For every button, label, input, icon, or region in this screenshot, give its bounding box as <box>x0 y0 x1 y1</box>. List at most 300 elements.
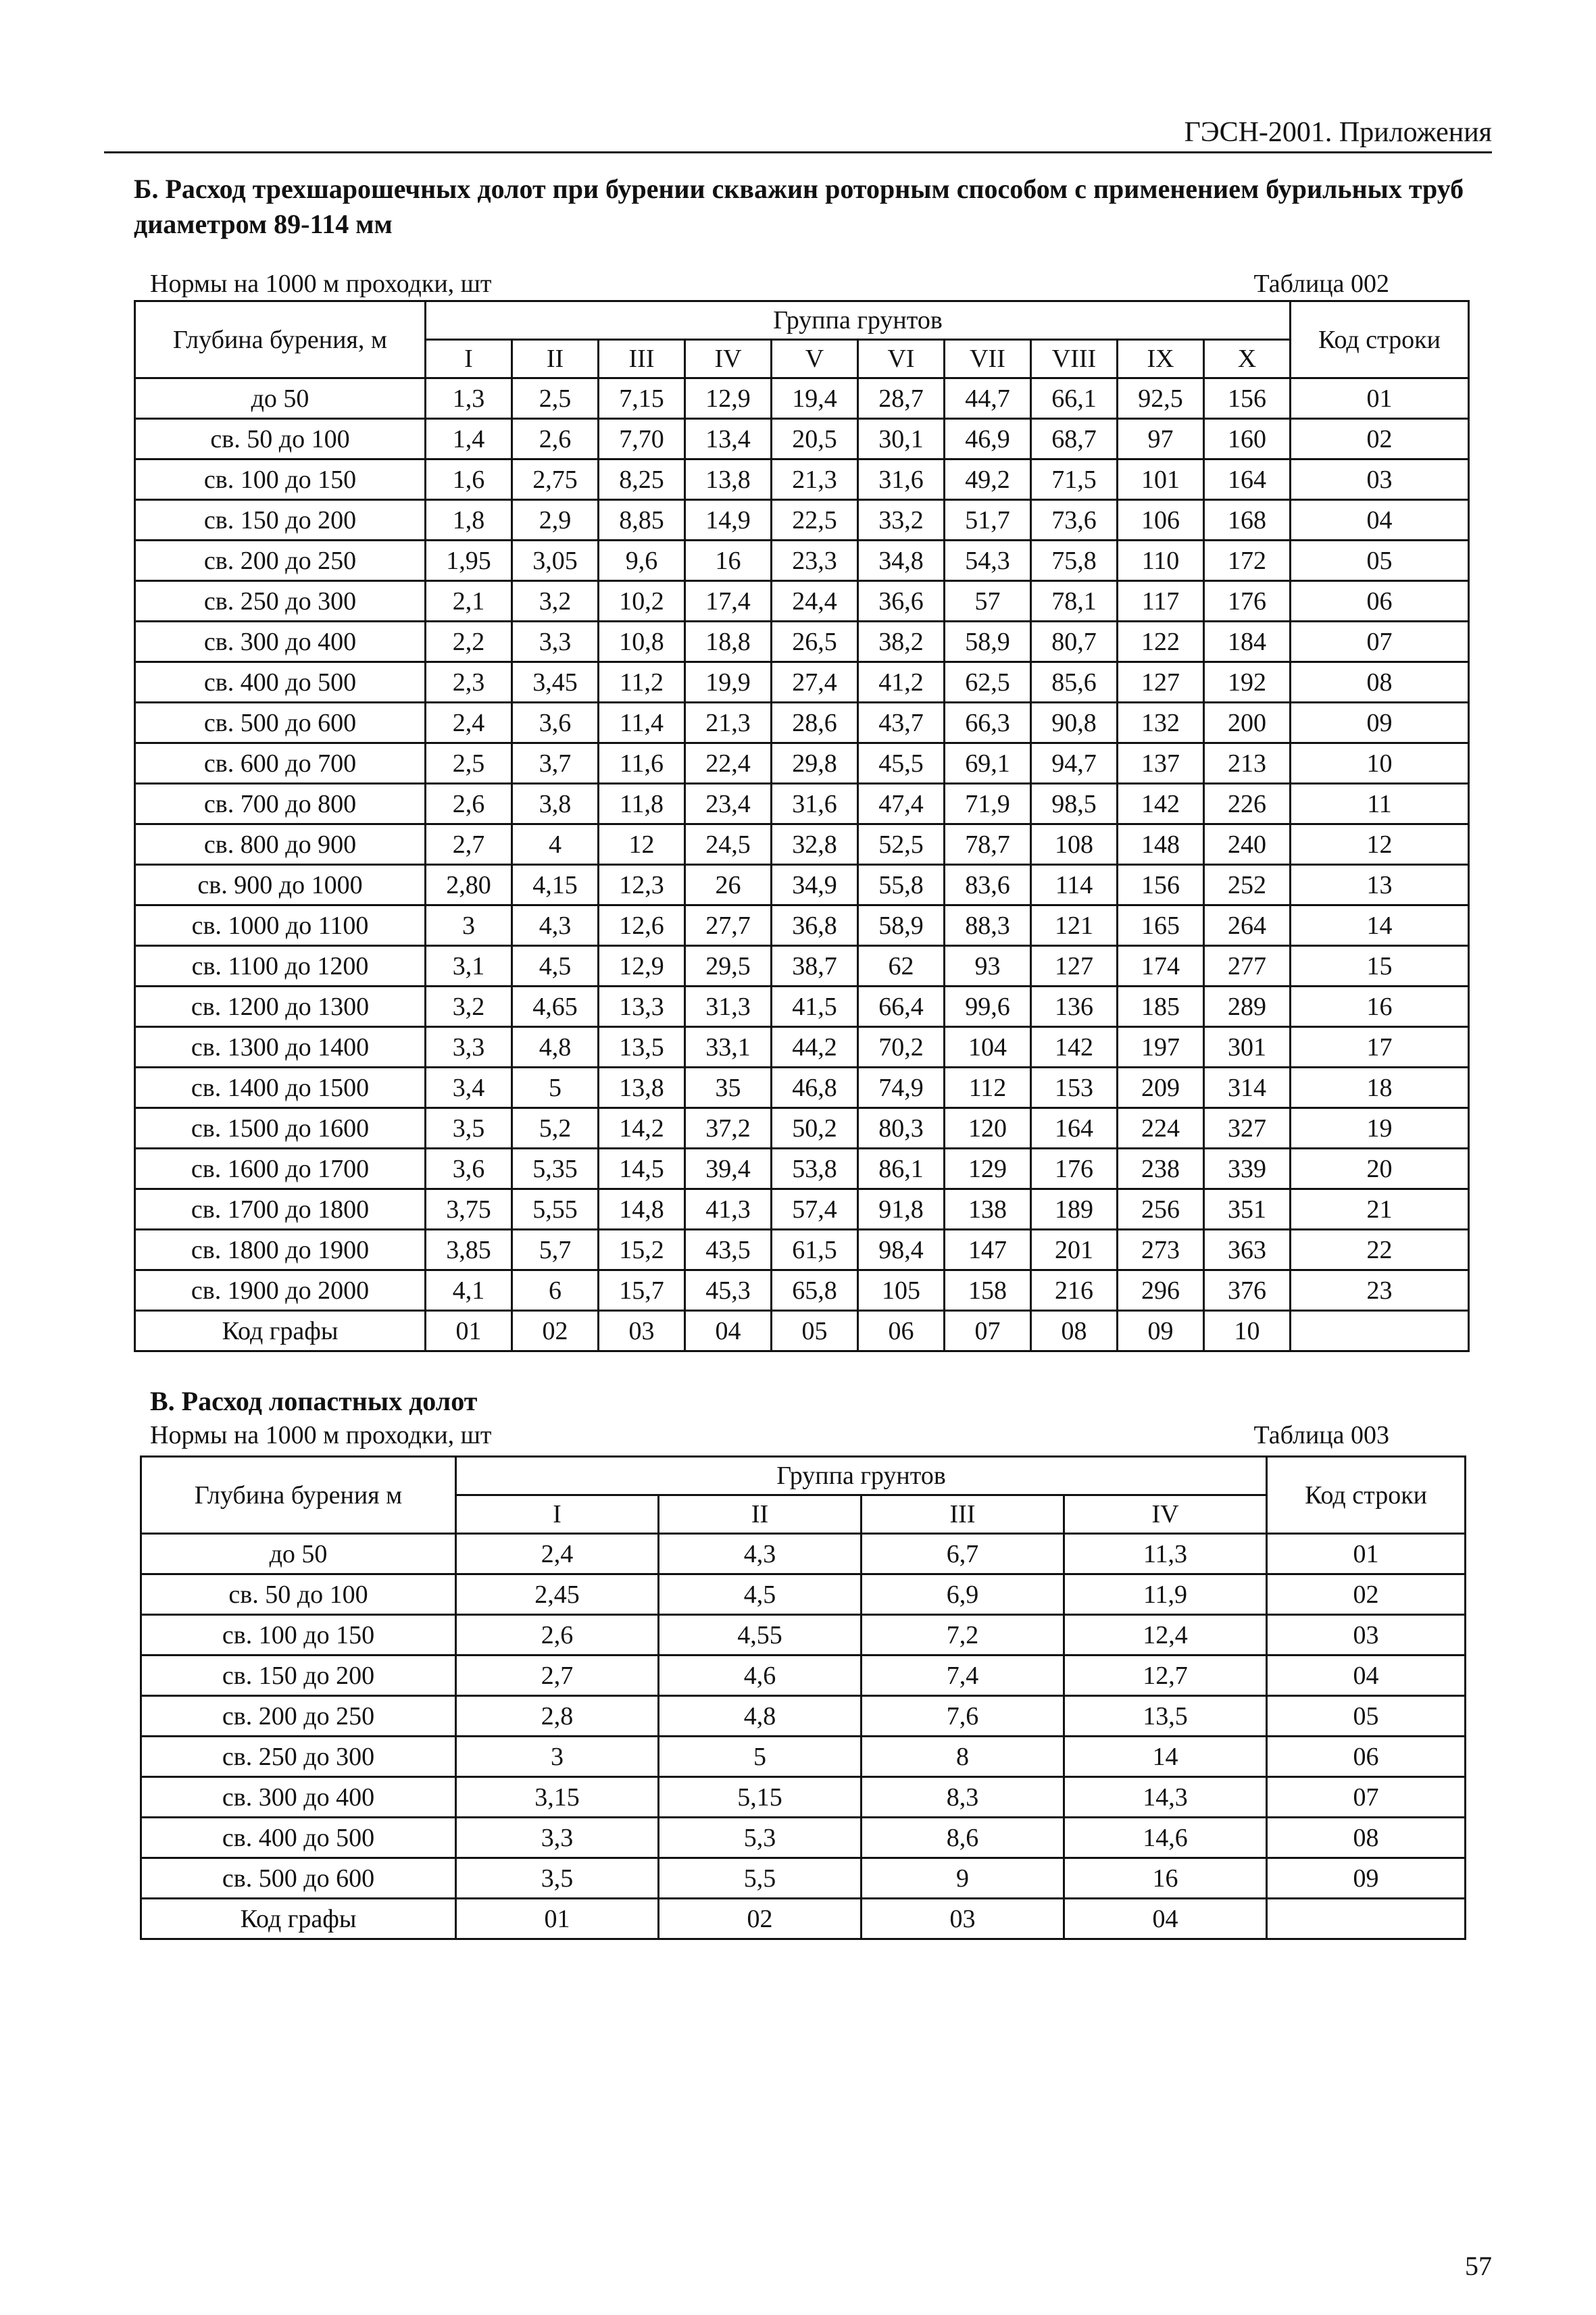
value-cell: 156 <box>1118 865 1204 905</box>
value-cell: 184 <box>1204 622 1291 662</box>
value-cell: 13,4 <box>685 419 772 459</box>
table-row <box>135 1027 1469 1068</box>
value-cell: 9 <box>862 1858 1064 1899</box>
value-cell: 27,7 <box>685 905 772 946</box>
table-002-norms: Нормы на 1000 м проходки, шт <box>150 270 492 298</box>
footer-row <box>141 1899 1466 1939</box>
depth-cell: св. 1300 до 1400 <box>135 1027 426 1068</box>
value-cell: 14,2 <box>599 1108 685 1149</box>
value-cell: 97 <box>1118 419 1204 459</box>
depth-cell: св. 250 до 300 <box>141 1737 456 1777</box>
row-code-cell: 08 <box>1267 1818 1466 1858</box>
value-cell: 8,6 <box>862 1818 1064 1858</box>
value-cell: 101 <box>1118 459 1204 500</box>
depth-cell: св. 1200 до 1300 <box>135 987 426 1027</box>
column-code-cell: 03 <box>862 1899 1064 1939</box>
value-cell: 238 <box>1118 1149 1204 1189</box>
value-cell: 185 <box>1118 987 1204 1027</box>
value-cell: 8,85 <box>599 500 685 541</box>
table-003-norms: Нормы на 1000 м проходки, шт <box>150 1421 492 1449</box>
value-cell: 156 <box>1204 378 1291 419</box>
value-cell: 12,9 <box>685 378 772 419</box>
depth-cell: св. 1000 до 1100 <box>135 905 426 946</box>
row-code-cell: 23 <box>1291 1270 1469 1311</box>
table-row <box>135 865 1469 905</box>
value-cell: 35 <box>685 1068 772 1108</box>
column-code-cell: 08 <box>1031 1311 1118 1351</box>
value-cell: 1,8 <box>426 500 512 541</box>
value-cell: 71,5 <box>1031 459 1118 500</box>
value-cell: 24,5 <box>685 824 772 865</box>
value-cell: 3,7 <box>512 743 599 784</box>
empty-cell <box>1291 1311 1469 1351</box>
row-code-cell: 22 <box>1291 1230 1469 1270</box>
value-cell: 5,15 <box>659 1777 862 1818</box>
row-code-cell: 17 <box>1291 1027 1469 1068</box>
value-cell: 2,9 <box>512 500 599 541</box>
value-cell: 3,6 <box>512 703 599 743</box>
value-cell: 4 <box>512 824 599 865</box>
value-cell: 38,7 <box>772 946 858 987</box>
table-row <box>135 1068 1469 1108</box>
value-cell: 43,7 <box>858 703 945 743</box>
value-cell: 61,5 <box>772 1230 858 1270</box>
value-cell: 224 <box>1118 1108 1204 1149</box>
depth-cell: св. 1900 до 2000 <box>135 1270 426 1311</box>
value-cell: 174 <box>1118 946 1204 987</box>
value-cell: 66,4 <box>858 987 945 1027</box>
depth-cell: до 50 <box>141 1534 456 1574</box>
value-cell: 5,35 <box>512 1149 599 1189</box>
value-cell: 2,2 <box>426 622 512 662</box>
column-code-cell: 01 <box>426 1311 512 1351</box>
depth-cell: св. 50 до 100 <box>135 419 426 459</box>
value-cell: 7,15 <box>599 378 685 419</box>
column-code-cell: 06 <box>858 1311 945 1351</box>
table-row <box>135 784 1469 824</box>
row-code-cell: 20 <box>1291 1149 1469 1189</box>
value-cell: 2,3 <box>426 662 512 703</box>
value-cell: 2,75 <box>512 459 599 500</box>
value-cell: 4,8 <box>659 1696 862 1737</box>
table-row <box>141 1858 1466 1899</box>
footer-label: Код графы <box>141 1899 456 1939</box>
value-cell: 2,45 <box>456 1574 659 1615</box>
value-cell: 57 <box>945 581 1031 622</box>
value-cell: 327 <box>1204 1108 1291 1149</box>
row-code-cell: 02 <box>1291 419 1469 459</box>
value-cell: 98,4 <box>858 1230 945 1270</box>
value-cell: 75,8 <box>1031 541 1118 581</box>
value-cell: 49,2 <box>945 459 1031 500</box>
table-row <box>141 1696 1466 1737</box>
value-cell: 26,5 <box>772 622 858 662</box>
value-cell: 12,3 <box>599 865 685 905</box>
table-row <box>135 987 1469 1027</box>
value-cell: 21,3 <box>685 703 772 743</box>
group-column-header: I <box>426 340 512 378</box>
value-cell: 142 <box>1031 1027 1118 1068</box>
depth-header: Глубина бурения м <box>141 1457 456 1534</box>
value-cell: 117 <box>1118 581 1204 622</box>
value-cell: 86,1 <box>858 1149 945 1189</box>
table-003 <box>140 1455 1466 1940</box>
table-row <box>135 1108 1469 1149</box>
value-cell: 4,5 <box>659 1574 862 1615</box>
table-row <box>135 1149 1469 1189</box>
value-cell: 66,1 <box>1031 378 1118 419</box>
value-cell: 108 <box>1031 824 1118 865</box>
value-cell: 339 <box>1204 1149 1291 1189</box>
value-cell: 176 <box>1204 581 1291 622</box>
depth-cell: св. 500 до 600 <box>141 1858 456 1899</box>
value-cell: 148 <box>1118 824 1204 865</box>
value-cell: 7,70 <box>599 419 685 459</box>
table-row <box>135 622 1469 662</box>
value-cell: 5,55 <box>512 1189 599 1230</box>
value-cell: 3,3 <box>456 1818 659 1858</box>
depth-cell: св. 250 до 300 <box>135 581 426 622</box>
value-cell: 7,6 <box>862 1696 1064 1737</box>
column-code-cell: 04 <box>1064 1899 1267 1939</box>
value-cell: 6,9 <box>862 1574 1064 1615</box>
value-cell: 13,3 <box>599 987 685 1027</box>
depth-cell: св. 1700 до 1800 <box>135 1189 426 1230</box>
value-cell: 138 <box>945 1189 1031 1230</box>
depth-cell: св. 150 до 200 <box>135 500 426 541</box>
value-cell: 23,3 <box>772 541 858 581</box>
row-code-cell: 08 <box>1291 662 1469 703</box>
row-code-cell: 11 <box>1291 784 1469 824</box>
value-cell: 15,2 <box>599 1230 685 1270</box>
table-row <box>141 1534 1466 1574</box>
depth-cell: св. 700 до 800 <box>135 784 426 824</box>
depth-header: Глубина бурения, м <box>135 301 426 378</box>
value-cell: 9,6 <box>599 541 685 581</box>
table-row <box>135 743 1469 784</box>
value-cell: 6 <box>512 1270 599 1311</box>
value-cell: 147 <box>945 1230 1031 1270</box>
value-cell: 85,6 <box>1031 662 1118 703</box>
value-cell: 5,5 <box>659 1858 862 1899</box>
value-cell: 4,65 <box>512 987 599 1027</box>
value-cell: 41,2 <box>858 662 945 703</box>
value-cell: 91,8 <box>858 1189 945 1230</box>
table-row <box>141 1737 1466 1777</box>
row-code-cell: 21 <box>1291 1189 1469 1230</box>
depth-cell: св. 400 до 500 <box>141 1818 456 1858</box>
row-code-cell: 07 <box>1267 1777 1466 1818</box>
value-cell: 12 <box>599 824 685 865</box>
value-cell: 14,8 <box>599 1189 685 1230</box>
row-code-cell: 05 <box>1267 1696 1466 1737</box>
value-cell: 13,5 <box>599 1027 685 1068</box>
value-cell: 197 <box>1118 1027 1204 1068</box>
value-cell: 53,8 <box>772 1149 858 1189</box>
value-cell: 3,2 <box>512 581 599 622</box>
value-cell: 5,7 <box>512 1230 599 1270</box>
row-code-cell: 12 <box>1291 824 1469 865</box>
value-cell: 30,1 <box>858 419 945 459</box>
value-cell: 41,3 <box>685 1189 772 1230</box>
value-cell: 46,9 <box>945 419 1031 459</box>
value-cell: 58,9 <box>945 622 1031 662</box>
value-cell: 70,2 <box>858 1027 945 1068</box>
footer-label: Код графы <box>135 1311 426 1351</box>
value-cell: 153 <box>1031 1068 1118 1108</box>
value-cell: 31,6 <box>858 459 945 500</box>
value-cell: 92,5 <box>1118 378 1204 419</box>
page-number: 57 <box>1465 2251 1492 2281</box>
row-code-cell: 04 <box>1267 1656 1466 1696</box>
depth-cell: св. 1800 до 1900 <box>135 1230 426 1270</box>
value-cell: 24,4 <box>772 581 858 622</box>
depth-cell: св. 200 до 250 <box>135 541 426 581</box>
value-cell: 209 <box>1118 1068 1204 1108</box>
value-cell: 189 <box>1031 1189 1118 1230</box>
column-code-cell: 04 <box>685 1311 772 1351</box>
row-code-cell: 15 <box>1291 946 1469 987</box>
value-cell: 12,6 <box>599 905 685 946</box>
value-cell: 68,7 <box>1031 419 1118 459</box>
group-column-header: I <box>456 1495 659 1534</box>
value-cell: 3,2 <box>426 987 512 1027</box>
row-code-cell: 13 <box>1291 865 1469 905</box>
value-cell: 6,7 <box>862 1534 1064 1574</box>
column-code-cell: 10 <box>1204 1311 1291 1351</box>
value-cell: 14,9 <box>685 500 772 541</box>
value-cell: 2,4 <box>426 703 512 743</box>
row-code-cell: 04 <box>1291 500 1469 541</box>
depth-cell: св. 150 до 200 <box>141 1656 456 1696</box>
value-cell: 4,1 <box>426 1270 512 1311</box>
table-row <box>135 500 1469 541</box>
value-cell: 43,5 <box>685 1230 772 1270</box>
value-cell: 105 <box>858 1270 945 1311</box>
value-cell: 47,4 <box>858 784 945 824</box>
depth-cell: св. 1600 до 1700 <box>135 1149 426 1189</box>
row-code-cell: 07 <box>1291 622 1469 662</box>
value-cell: 13,8 <box>599 1068 685 1108</box>
value-cell: 1,3 <box>426 378 512 419</box>
column-code-cell: 01 <box>456 1899 659 1939</box>
value-cell: 4,8 <box>512 1027 599 1068</box>
value-cell: 213 <box>1204 743 1291 784</box>
value-cell: 192 <box>1204 662 1291 703</box>
table-row <box>135 905 1469 946</box>
value-cell: 2,4 <box>456 1534 659 1574</box>
value-cell: 32,8 <box>772 824 858 865</box>
value-cell: 37,2 <box>685 1108 772 1149</box>
value-cell: 31,6 <box>772 784 858 824</box>
value-cell: 121 <box>1031 905 1118 946</box>
value-cell: 2,6 <box>426 784 512 824</box>
value-cell: 3,1 <box>426 946 512 987</box>
value-cell: 2,6 <box>456 1615 659 1656</box>
value-cell: 176 <box>1031 1149 1118 1189</box>
value-cell: 27,4 <box>772 662 858 703</box>
value-cell: 62 <box>858 946 945 987</box>
value-cell: 39,4 <box>685 1149 772 1189</box>
value-cell: 12,4 <box>1064 1615 1267 1656</box>
row-code-cell: 14 <box>1291 905 1469 946</box>
header-rule <box>104 151 1492 153</box>
value-cell: 2,7 <box>426 824 512 865</box>
value-cell: 19,9 <box>685 662 772 703</box>
value-cell: 114 <box>1031 865 1118 905</box>
value-cell: 5 <box>659 1737 862 1777</box>
value-cell: 142 <box>1118 784 1204 824</box>
value-cell: 122 <box>1118 622 1204 662</box>
value-cell: 50,2 <box>772 1108 858 1149</box>
value-cell: 8,25 <box>599 459 685 500</box>
value-cell: 160 <box>1204 419 1291 459</box>
running-title: ГЭСН-2001. Приложения <box>1184 117 1492 148</box>
value-cell: 11,3 <box>1064 1534 1267 1574</box>
value-cell: 3,85 <box>426 1230 512 1270</box>
value-cell: 132 <box>1118 703 1204 743</box>
value-cell: 58,9 <box>858 905 945 946</box>
value-cell: 78,1 <box>1031 581 1118 622</box>
column-code-cell: 02 <box>659 1899 862 1939</box>
value-cell: 51,7 <box>945 500 1031 541</box>
table-002-label: Таблица 002 <box>1253 270 1389 298</box>
value-cell: 1,95 <box>426 541 512 581</box>
value-cell: 3,6 <box>426 1149 512 1189</box>
value-cell: 4,3 <box>659 1534 862 1574</box>
value-cell: 3,45 <box>512 662 599 703</box>
value-cell: 4,15 <box>512 865 599 905</box>
row-code-cell: 09 <box>1267 1858 1466 1899</box>
value-cell: 14,5 <box>599 1149 685 1189</box>
value-cell: 2,7 <box>456 1656 659 1696</box>
value-cell: 240 <box>1204 824 1291 865</box>
value-cell: 226 <box>1204 784 1291 824</box>
group-column-header: II <box>659 1495 862 1534</box>
value-cell: 14 <box>1064 1737 1267 1777</box>
table-row <box>141 1574 1466 1615</box>
value-cell: 165 <box>1118 905 1204 946</box>
value-cell: 200 <box>1204 703 1291 743</box>
value-cell: 38,2 <box>858 622 945 662</box>
value-cell: 8,3 <box>862 1777 1064 1818</box>
value-cell: 301 <box>1204 1027 1291 1068</box>
row-code-cell: 06 <box>1291 581 1469 622</box>
group-column-header: V <box>772 340 858 378</box>
value-cell: 3,4 <box>426 1068 512 1108</box>
row-code-cell: 01 <box>1291 378 1469 419</box>
group-column-header: IV <box>1064 1495 1267 1534</box>
depth-cell: св. 1500 до 1600 <box>135 1108 426 1149</box>
value-cell: 2,80 <box>426 865 512 905</box>
group-column-header: III <box>862 1495 1064 1534</box>
depth-cell: св. 300 до 400 <box>141 1777 456 1818</box>
value-cell: 1,4 <box>426 419 512 459</box>
value-cell: 7,2 <box>862 1615 1064 1656</box>
value-cell: 137 <box>1118 743 1204 784</box>
table-row <box>135 541 1469 581</box>
value-cell: 3,5 <box>426 1108 512 1149</box>
depth-cell: св. 500 до 600 <box>135 703 426 743</box>
table-003-label: Таблица 003 <box>1253 1421 1389 1449</box>
value-cell: 44,7 <box>945 378 1031 419</box>
value-cell: 34,8 <box>858 541 945 581</box>
value-cell: 3,75 <box>426 1189 512 1230</box>
value-cell: 46,8 <box>772 1068 858 1108</box>
value-cell: 73,6 <box>1031 500 1118 541</box>
column-code-cell: 05 <box>772 1311 858 1351</box>
value-cell: 22,4 <box>685 743 772 784</box>
depth-cell: св. 100 до 150 <box>135 459 426 500</box>
group-column-header: VI <box>858 340 945 378</box>
value-cell: 4,5 <box>512 946 599 987</box>
row-code-cell: 19 <box>1291 1108 1469 1149</box>
table-row <box>141 1615 1466 1656</box>
value-cell: 273 <box>1118 1230 1204 1270</box>
depth-cell: св. 800 до 900 <box>135 824 426 865</box>
row-code-cell: 10 <box>1291 743 1469 784</box>
value-cell: 376 <box>1204 1270 1291 1311</box>
value-cell: 4,55 <box>659 1615 862 1656</box>
value-cell: 12,9 <box>599 946 685 987</box>
value-cell: 8 <box>862 1737 1064 1777</box>
code-header: Код строки <box>1267 1457 1466 1534</box>
row-code-cell: 16 <box>1291 987 1469 1027</box>
value-cell: 164 <box>1031 1108 1118 1149</box>
value-cell: 112 <box>945 1068 1031 1108</box>
value-cell: 28,7 <box>858 378 945 419</box>
column-code-cell: 02 <box>512 1311 599 1351</box>
value-cell: 3,3 <box>512 622 599 662</box>
value-cell: 13,5 <box>1064 1696 1267 1737</box>
table-row <box>135 581 1469 622</box>
group-column-header: II <box>512 340 599 378</box>
row-code-cell: 02 <box>1267 1574 1466 1615</box>
value-cell: 93 <box>945 946 1031 987</box>
value-cell: 252 <box>1204 865 1291 905</box>
table-row <box>135 1270 1469 1311</box>
value-cell: 13,8 <box>685 459 772 500</box>
value-cell: 88,3 <box>945 905 1031 946</box>
table-row <box>135 1230 1469 1270</box>
depth-cell: св. 50 до 100 <box>141 1574 456 1615</box>
row-code-cell: 03 <box>1291 459 1469 500</box>
value-cell: 172 <box>1204 541 1291 581</box>
value-cell: 363 <box>1204 1230 1291 1270</box>
value-cell: 1,6 <box>426 459 512 500</box>
value-cell: 26 <box>685 865 772 905</box>
value-cell: 11,2 <box>599 662 685 703</box>
value-cell: 18,8 <box>685 622 772 662</box>
depth-cell: св. 100 до 150 <box>141 1615 456 1656</box>
code-header: Код строки <box>1291 301 1469 378</box>
value-cell: 201 <box>1031 1230 1118 1270</box>
row-code-cell: 18 <box>1291 1068 1469 1108</box>
value-cell: 3,8 <box>512 784 599 824</box>
value-cell: 106 <box>1118 500 1204 541</box>
group-column-header: IV <box>685 340 772 378</box>
table-row <box>135 662 1469 703</box>
value-cell: 104 <box>945 1027 1031 1068</box>
value-cell: 41,5 <box>772 987 858 1027</box>
value-cell: 94,7 <box>1031 743 1118 784</box>
value-cell: 52,5 <box>858 824 945 865</box>
value-cell: 80,7 <box>1031 622 1118 662</box>
group-column-header: IX <box>1118 340 1204 378</box>
group-column-header: VII <box>945 340 1031 378</box>
value-cell: 168 <box>1204 500 1291 541</box>
value-cell: 14,6 <box>1064 1818 1267 1858</box>
